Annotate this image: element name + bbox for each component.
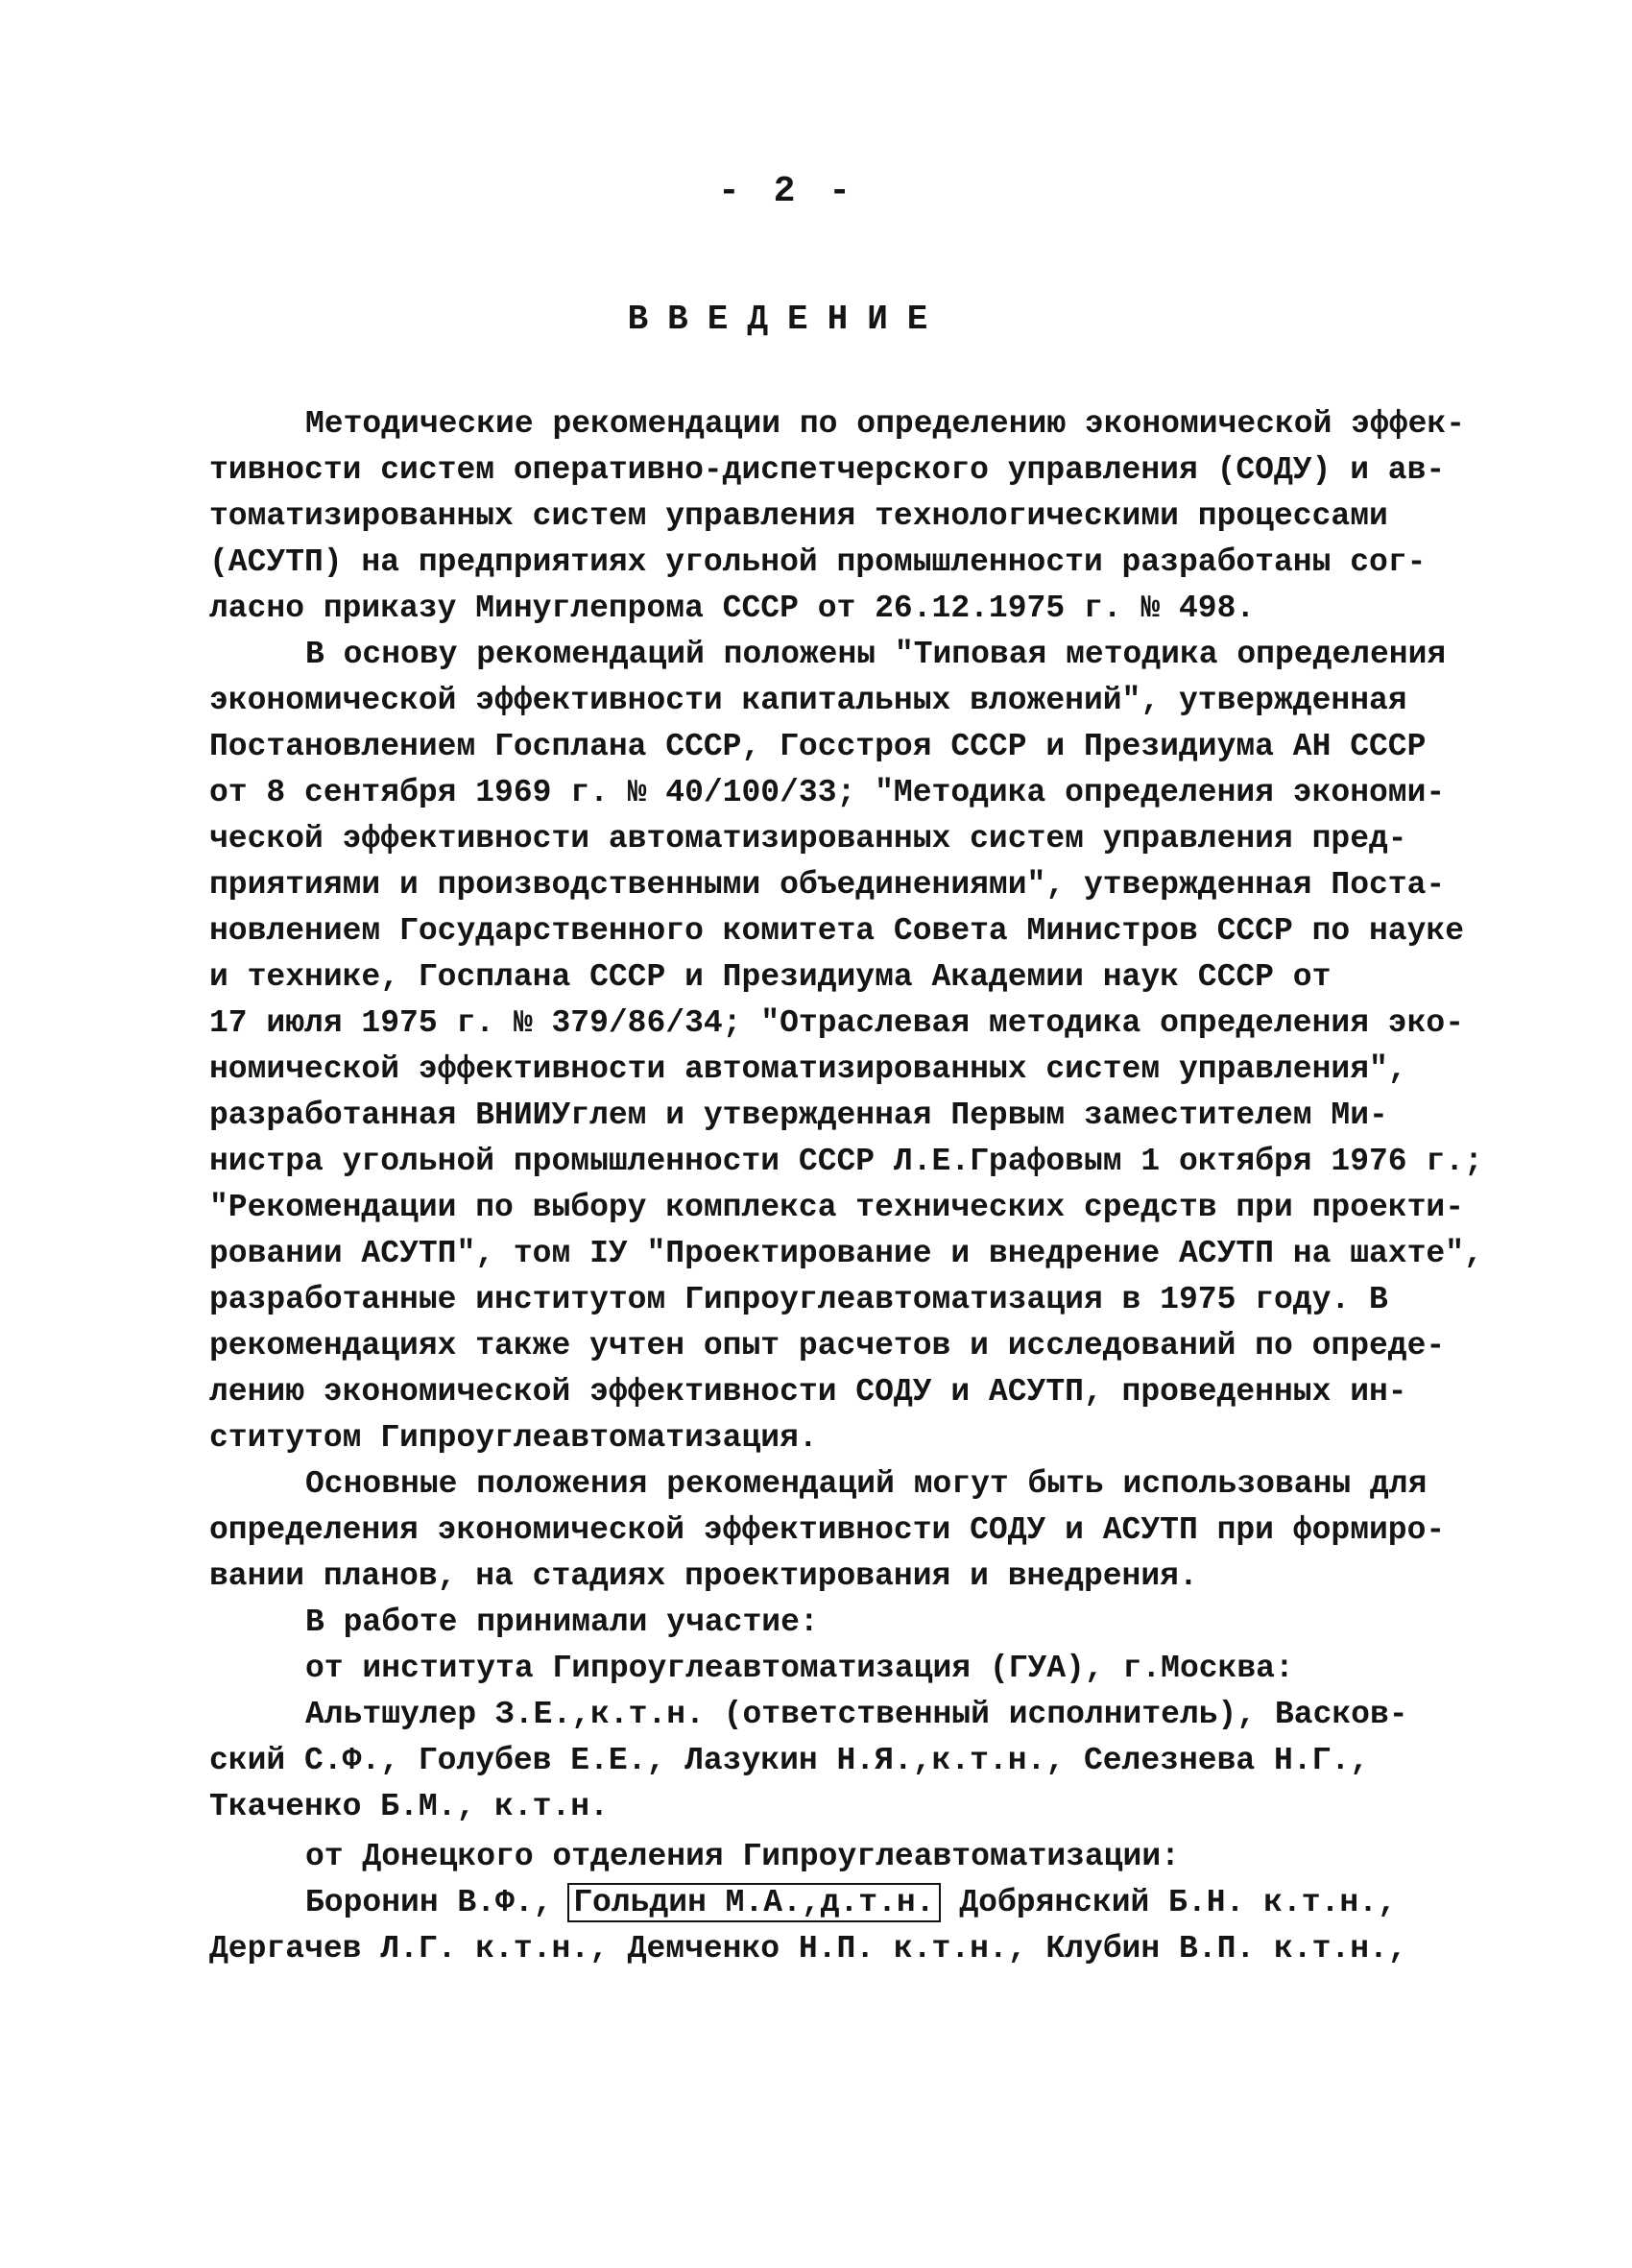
text-line-27: В работе принимали участие:: [305, 1604, 819, 1640]
text-line-13: и технике, Госплана СССР и Президиума Академии наук СССР от: [209, 959, 1332, 995]
text-line-26: вании планов, на стадиях проектирования и внедрения.: [209, 1558, 1198, 1594]
text-line-33-suffix: Добрянский Б.Н. к.т.н.,: [940, 1885, 1397, 1920]
text-line-30: ский С.Ф., Голубев Е.Е., Лазукин Н.Я.,к.т.н., Селезнева Н.Г.,: [209, 1743, 1369, 1778]
text-line-20: разработанные институтом Гипроуглеавтоматизация в 1975 году. В: [209, 1282, 1388, 1317]
text-line-15: номической эффективности автоматизированных систем управления",: [209, 1051, 1407, 1087]
text-line-3: томатизированных систем управления технологическими процессами: [209, 498, 1388, 534]
text-line-7: экономической эффективности капитальных вложений", утвержденная: [209, 683, 1407, 718]
text-line-28: от института Гипроуглеавтоматизация (ГУА), г.Москва:: [305, 1651, 1294, 1686]
text-line-17: нистра угольной промышленности СССР Л.Е.Графовым 1 октября 1976 г.;: [209, 1144, 1483, 1179]
text-line-25: определения экономической эффективности СОДУ и АСУТП при формиро-: [209, 1512, 1446, 1548]
text-line-14: 17 июля 1975 г. № 379/86/34; "Отраслевая методика определения эко-: [209, 1005, 1465, 1041]
text-line-10: ческой эффективности автоматизированных систем управления пред-: [209, 821, 1407, 857]
text-line-22: лению экономической эффективности СОДУ и АСУТП, проведенных ин-: [209, 1374, 1407, 1410]
page-number: - 2 -: [717, 171, 857, 212]
text-line-23: ститутом Гипроуглеавтоматизация.: [209, 1420, 818, 1456]
text-line-31: Ткаченко Б.М., к.т.н.: [209, 1789, 609, 1824]
text-line-2: тивности систем оперативно-диспетчерского управления (СОДУ) и ав-: [209, 452, 1446, 488]
text-line-33-prefix: Боронин В.Ф.,: [305, 1885, 572, 1920]
text-line-1: Методические рекомендации по определению экономической эффек-: [305, 406, 1465, 442]
text-line-34: Дергачев Л.Г. к.т.н., Демченко Н.П. к.т.н., Клубин В.П. к.т.н.,: [209, 1931, 1407, 1966]
text-line-5: ласно приказу Минуглепрома СССР от 26.12.1975 г. № 498.: [209, 591, 1256, 626]
text-line-24: Основные положения рекомендаций могут быть использованы для: [305, 1466, 1428, 1502]
text-line-16: разработанная ВНИИУглем и утвержденная Первым заместителем Ми-: [209, 1098, 1388, 1133]
text-line-12: новлением Государственного комитета Совета Министров СССР по науке: [209, 913, 1465, 949]
section-title: ВВЕДЕНИЕ: [627, 300, 948, 339]
text-line-19: ровании АСУТП", том IУ "Проектирование и внедрение АСУТП на шахте",: [209, 1236, 1483, 1271]
boxed-name: Гольдин М.А.,д.т.н.: [567, 1883, 940, 1922]
text-line-11: приятиями и производственными объединениями", утвержденная Поста-: [209, 867, 1446, 903]
text-line-8: Постановлением Госплана СССР, Госстроя СССР и Президиума АН СССР: [209, 729, 1427, 764]
text-line-29: Альтшулер З.Е.,к.т.н. (ответственный исполнитель), Васков-: [305, 1697, 1408, 1732]
text-line-9: от 8 сентября 1969 г. № 40/100/33; "Методика определения экономи-: [209, 775, 1446, 810]
text-line-32: от Донецкого отделения Гипроуглеавтоматизации:: [305, 1839, 1180, 1874]
text-line-21: рекомендациях также учтен опыт расчетов и исследований по опреде-: [209, 1328, 1446, 1363]
text-line-4: (АСУТП) на предприятиях угольной промышленности разработаны сог-: [209, 544, 1427, 580]
text-line-33: [305, 1884, 1397, 1922]
text-line-18: "Рекомендации по выбору комплекса технических средств при проекти-: [209, 1190, 1465, 1225]
text-line-6: В основу рекомендаций положены "Типовая методика определения: [305, 637, 1447, 672]
